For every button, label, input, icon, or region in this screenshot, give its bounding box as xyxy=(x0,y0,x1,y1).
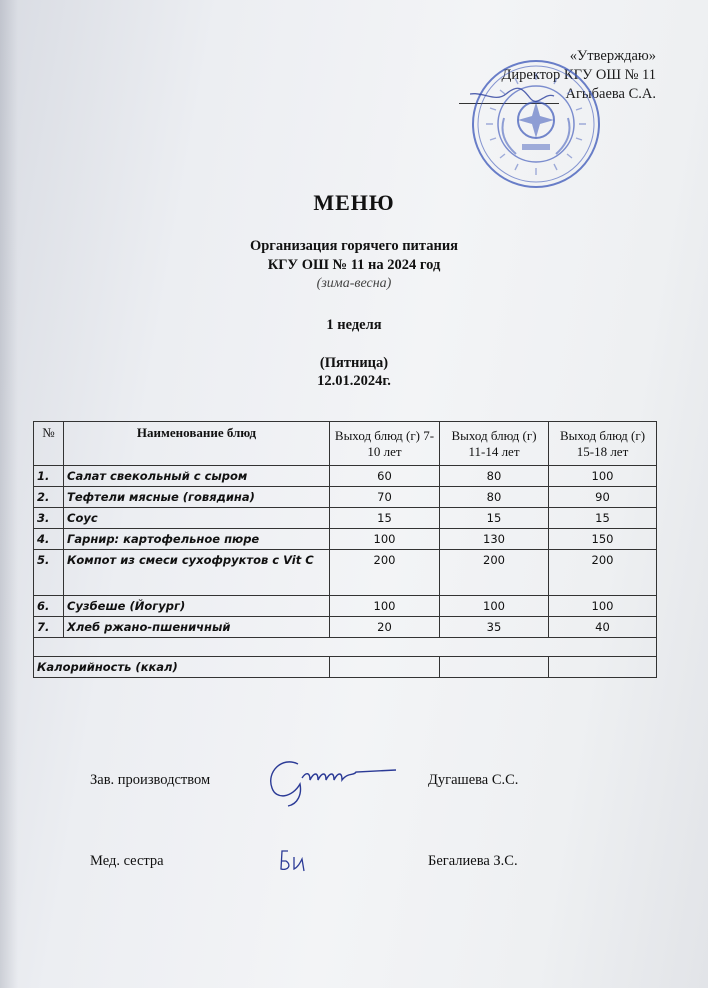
table-empty-row xyxy=(34,638,657,657)
director-name: Агыбаева С.А. xyxy=(565,86,656,102)
row-number: 1. xyxy=(34,466,64,487)
menu-table xyxy=(33,421,657,678)
table-row xyxy=(34,466,657,487)
yield-11-14: 200 xyxy=(440,550,549,596)
yield-7-10: 200 xyxy=(330,550,440,596)
yield-11-14: 100 xyxy=(440,596,549,617)
table-row xyxy=(34,508,657,529)
role-label: Мед. сестра xyxy=(90,853,164,869)
organization-line-2: КГУ ОШ № 11 на 2024 год xyxy=(267,257,441,273)
header-dish-name: Наименование блюд xyxy=(64,422,330,466)
row-number: 5. xyxy=(34,550,64,596)
row-number: 3. xyxy=(34,508,64,529)
empty-cell xyxy=(34,638,657,657)
table-row xyxy=(34,617,657,638)
dish-name: Соус xyxy=(64,508,330,529)
table-row xyxy=(34,529,657,550)
yield-15-18: 100 xyxy=(549,466,657,487)
approval-line-1: «Утверждаю» xyxy=(569,48,656,64)
row-number: 6. xyxy=(34,596,64,617)
header-number: № xyxy=(34,422,64,466)
paper-shadow xyxy=(0,0,18,988)
yield-15-18: 90 xyxy=(549,487,657,508)
role-label: Зав. производством xyxy=(90,772,211,788)
round-seal-stamp xyxy=(470,58,602,190)
header-yield-7-10: Выход блюд (г) 7-10 лет xyxy=(330,422,440,466)
yield-15-18: 100 xyxy=(549,596,657,617)
person-name: Дугашева С.С. xyxy=(428,772,519,788)
yield-15-18: 200 xyxy=(549,550,657,596)
handwritten-signature xyxy=(262,754,402,809)
table-row xyxy=(34,487,657,508)
dish-name: Хлеб ржано-пшеничный xyxy=(64,617,330,638)
person-name: Бегалиева З.С. xyxy=(428,853,518,869)
yield-15-18: 40 xyxy=(549,617,657,638)
handwritten-initials xyxy=(278,847,308,877)
dish-name: Сузбеше (Йогург) xyxy=(64,596,330,617)
calories-label: Калорийность (ккал) xyxy=(34,657,330,678)
yield-7-10: 100 xyxy=(330,596,440,617)
season-label: (зима-весна) xyxy=(316,276,392,291)
dish-name: Салат свекольный с сыром xyxy=(64,466,330,487)
yield-11-14: 35 xyxy=(440,617,549,638)
menu-title: МЕНЮ xyxy=(313,190,395,215)
yield-15-18: 15 xyxy=(549,508,657,529)
organization-line-1: Организация горячего питания xyxy=(249,238,459,254)
calories-7-10 xyxy=(330,657,440,678)
header-yield-11-14: Выход блюд (г) 11-14 лет xyxy=(440,422,549,466)
yield-7-10: 60 xyxy=(330,466,440,487)
yield-11-14: 130 xyxy=(440,529,549,550)
table-row xyxy=(34,596,657,617)
calories-11-14 xyxy=(440,657,549,678)
yield-7-10: 15 xyxy=(330,508,440,529)
yield-7-10: 20 xyxy=(330,617,440,638)
yield-7-10: 100 xyxy=(330,529,440,550)
table-row xyxy=(34,550,657,596)
dish-name: Тефтели мясные (говядина) xyxy=(64,487,330,508)
date-label: 12.01.2024г. xyxy=(317,373,391,389)
calories-15-18 xyxy=(549,657,657,678)
day-label: (Пятница) xyxy=(319,355,389,371)
approval-line-2: Директор КГУ ОШ № 11 xyxy=(501,67,656,83)
yield-11-14: 80 xyxy=(440,466,549,487)
dish-name: Гарнир: картофельное пюре xyxy=(64,529,330,550)
header-yield-15-18: Выход блюд (г) 15-18 лет xyxy=(549,422,657,466)
row-number: 2. xyxy=(34,487,64,508)
yield-11-14: 15 xyxy=(440,508,549,529)
yield-15-18: 150 xyxy=(549,529,657,550)
yield-11-14: 80 xyxy=(440,487,549,508)
table-header-row xyxy=(34,422,657,466)
row-number: 7. xyxy=(34,617,64,638)
calories-row xyxy=(34,657,657,678)
dish-name: Компот из смеси сухофруктов с Vit C xyxy=(64,550,330,596)
week-label: 1 неделя xyxy=(326,317,382,333)
yield-7-10: 70 xyxy=(330,487,440,508)
row-number: 4. xyxy=(34,529,64,550)
